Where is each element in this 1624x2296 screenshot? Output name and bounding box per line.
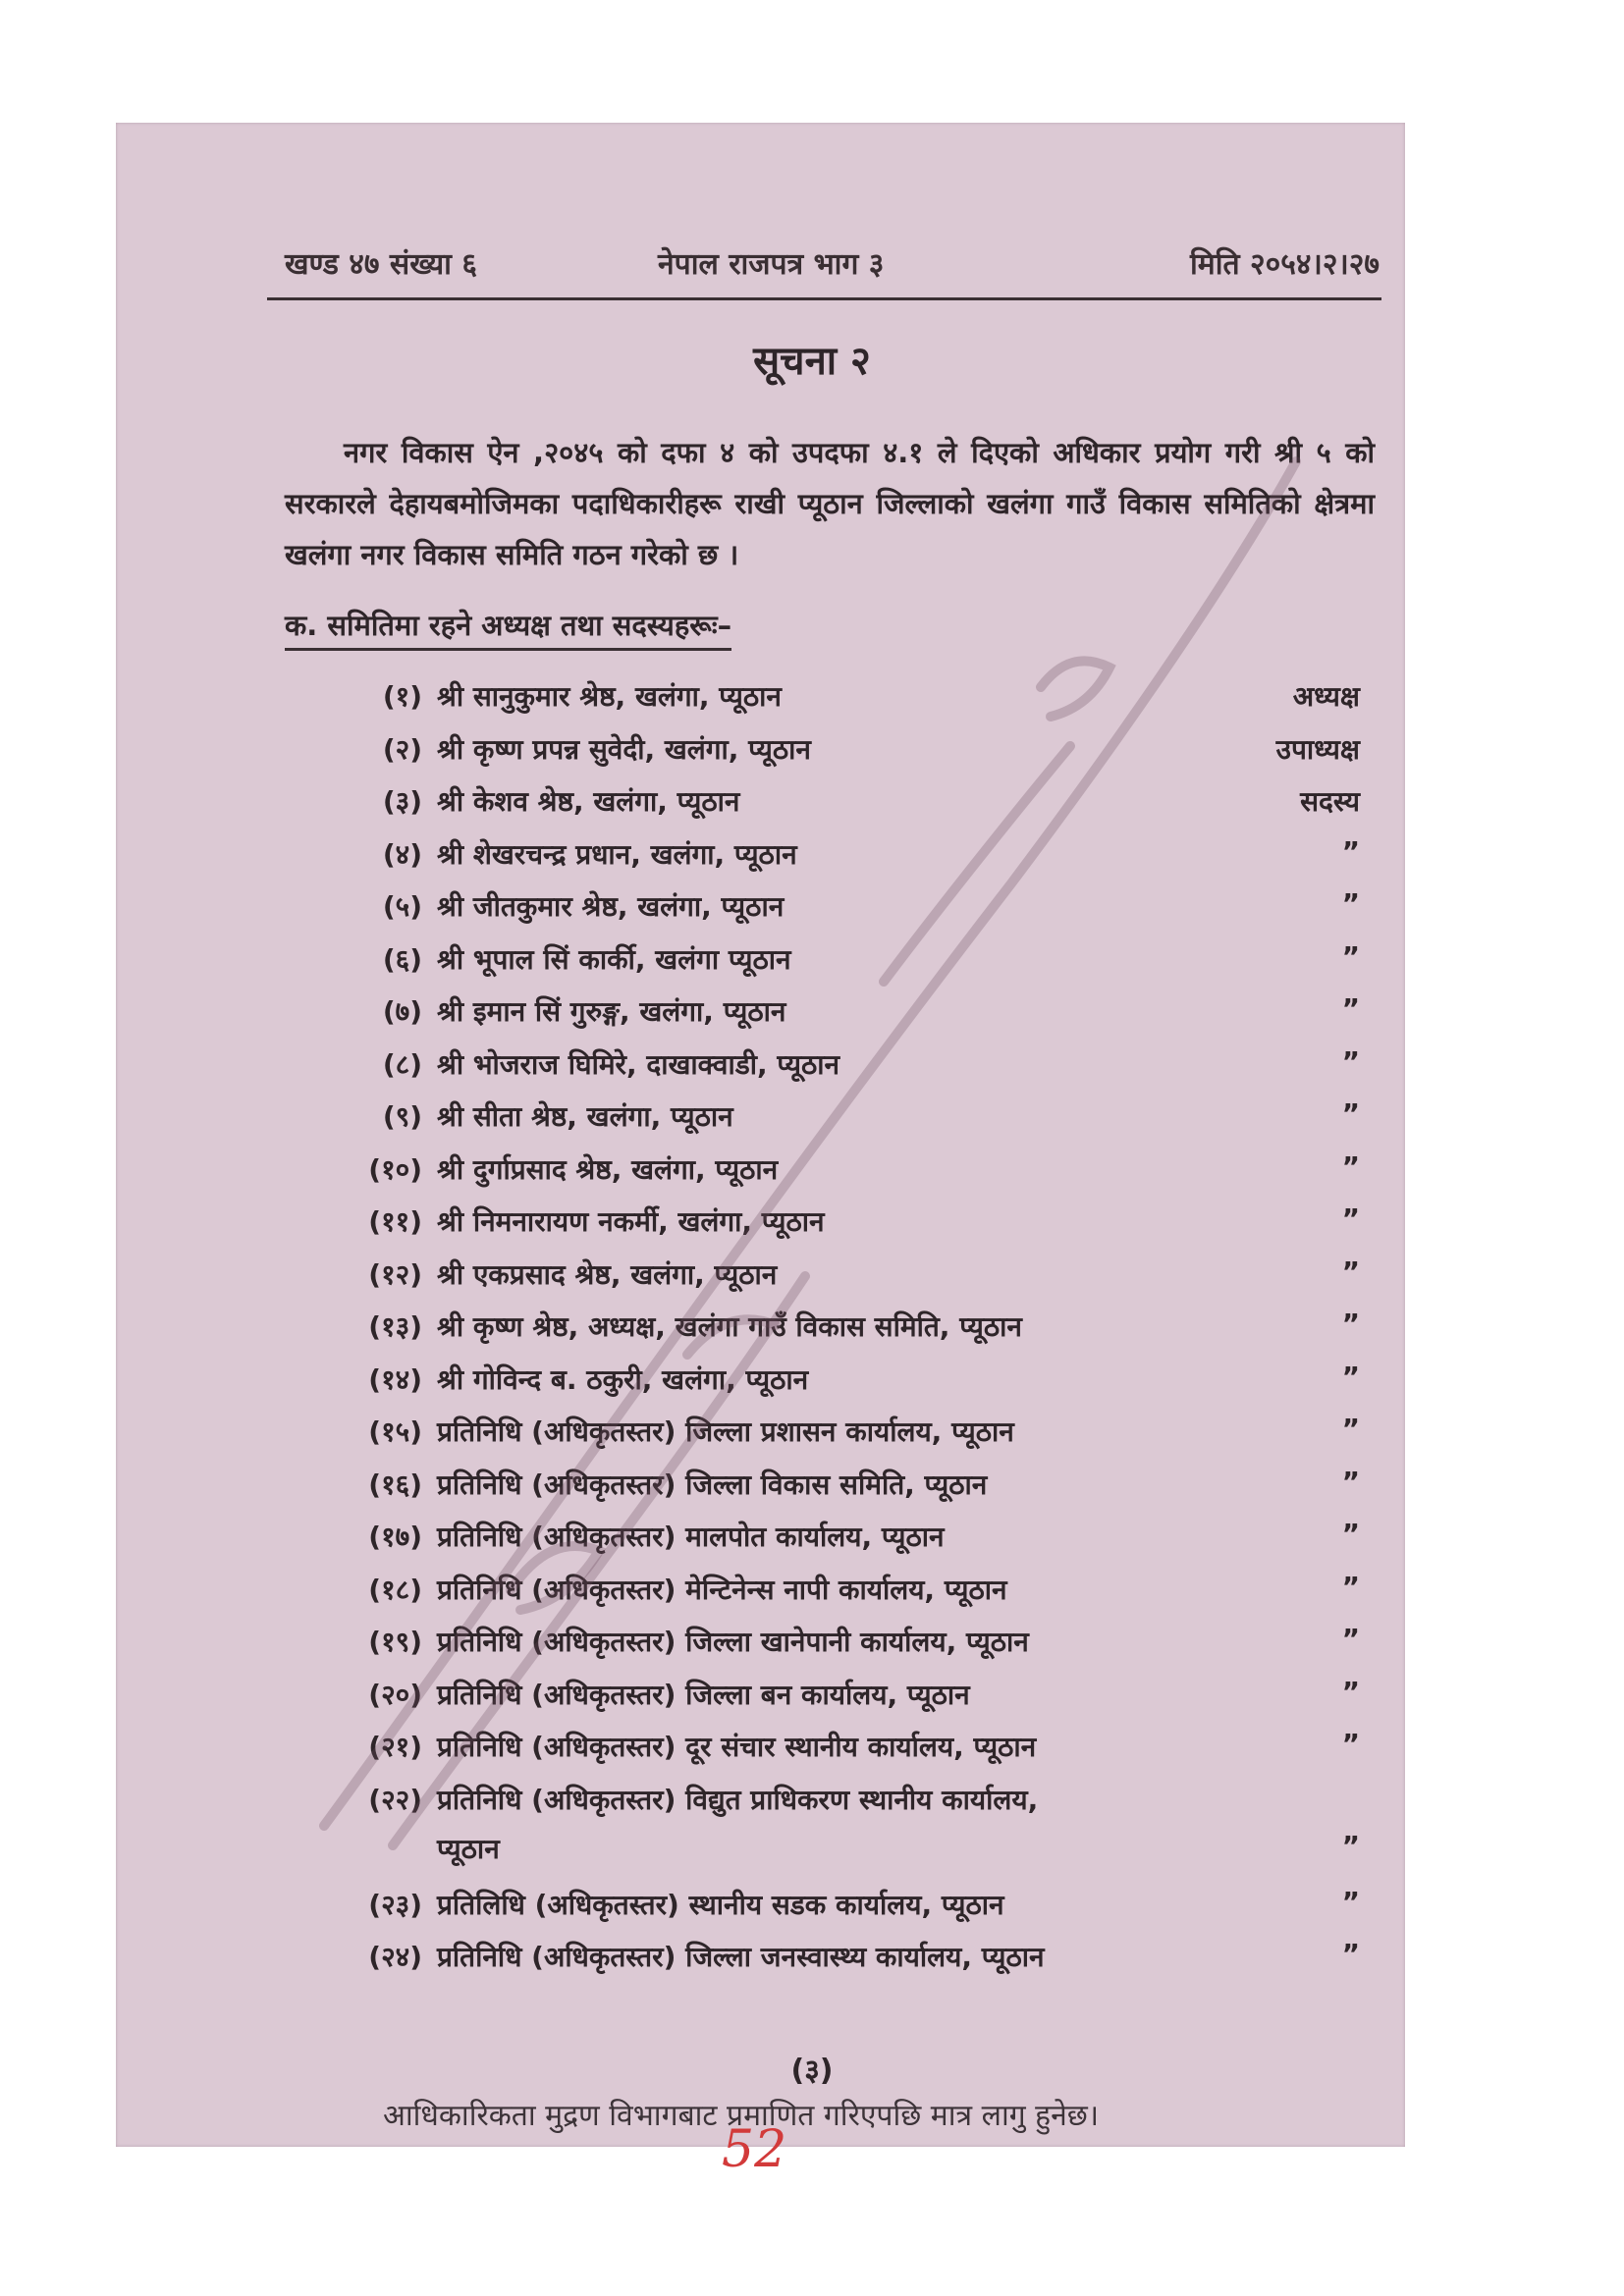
- member-role: ”: [1341, 1518, 1360, 1550]
- member-row: [324, 1571, 1360, 1620]
- member-number: (६): [382, 942, 422, 976]
- member-row: [324, 1781, 1360, 1865]
- member-number: (१५): [368, 1415, 422, 1448]
- member-name: प्रतिनिधि (अधिकृतस्तर) जिल्ला विकास समिति, प्यूठान: [437, 1468, 988, 1501]
- member-name: प्रतिनिधि (अधिकृतस्तर) जिल्ला जनस्वास्थ्य कार्यालय, प्यूठान: [437, 1941, 1045, 1973]
- page-header: [285, 242, 1380, 292]
- member-number: (२१): [368, 1731, 422, 1763]
- member-role: ”: [1341, 1623, 1360, 1655]
- member-number: (२): [382, 732, 422, 766]
- member-role: ”: [1341, 1829, 1360, 1862]
- member-name: श्री केशव श्रेष्ठ, खलंगा, प्यूठान: [437, 785, 740, 818]
- member-role: ”: [1341, 1570, 1360, 1603]
- member-row: [324, 1676, 1360, 1725]
- member-name: श्री दुर्गाप्रसाद श्रेष्ठ, खलंगा, प्यूठान: [437, 1152, 779, 1186]
- member-name: प्रतिनिधि (अधिकृतस्तर) जिल्ला प्रशासन कार्यालय, प्यूठान: [437, 1415, 1014, 1448]
- member-name: श्री सीता श्रेष्ठ, खलंगा, प्यूठान: [437, 1100, 733, 1133]
- member-number: (१६): [368, 1468, 422, 1501]
- member-name: श्री निमनारायण नकर्मी, खलंगा, प्यूठान: [437, 1205, 825, 1238]
- member-row: [324, 1886, 1360, 1935]
- member-name: प्रतिनिधि (अधिकृतस्तर) दूर संचार स्थानीय कार्यालय, प्यूठान: [437, 1731, 1037, 1763]
- member-row: [324, 1518, 1360, 1567]
- member-number: (१९): [368, 1626, 422, 1658]
- member-number: (९): [382, 1100, 422, 1133]
- header-divider: [267, 297, 1381, 300]
- member-name: प्रतिनिधि (अधिकृतस्तर) मेन्टिनेन्स नापी कार्यालय, प्यूठान: [437, 1573, 1007, 1606]
- member-number: (१४): [368, 1362, 422, 1396]
- member-row: [324, 730, 1360, 779]
- member-number: (३): [382, 785, 422, 818]
- member-role: ”: [1341, 1308, 1360, 1340]
- member-number: (१०): [368, 1152, 422, 1186]
- member-name: श्री जीतकुमार श्रेष्ठ, खलंगा, प्यूठान: [437, 890, 785, 923]
- member-row: [324, 1361, 1360, 1410]
- member-row: [324, 1623, 1360, 1672]
- member-role: ”: [1341, 1465, 1360, 1498]
- member-name: प्रतिनिधि (अधिकृतस्तर) मालपोत कार्यालय, प्यूठान: [437, 1521, 945, 1553]
- authentication-footer: आधिकारिकता मुद्रण विभागबाट प्रमाणित गरिएपछि मात्र लागु हुनेछ।: [383, 2099, 1100, 2133]
- member-role: ”: [1341, 939, 1360, 973]
- member-row: [324, 1255, 1360, 1305]
- member-role: अध्यक्ष: [1292, 680, 1360, 713]
- handwritten-page-number: 52: [722, 2120, 787, 2179]
- member-row: [324, 1466, 1360, 1515]
- member-name: श्री शेखरचन्द्र प्रधान, खलंगा, प्यूठान: [437, 837, 797, 871]
- member-name: प्रतिलिधि (अधिकृतस्तर) स्थानीय सडक कार्यालय, प्यूठान: [437, 1888, 1004, 1921]
- member-role: ”: [1341, 1202, 1360, 1235]
- member-row: [324, 887, 1360, 936]
- member-row: [324, 1150, 1360, 1200]
- member-name: श्री भोजराज घिमिरे, दाखाक्वाडी, प्यूठान: [437, 1047, 840, 1081]
- member-role: ”: [1341, 1675, 1360, 1708]
- member-row: [324, 1728, 1360, 1777]
- member-number: (१२): [368, 1257, 422, 1291]
- member-role: उपाध्यक्ष: [1275, 732, 1360, 766]
- member-name: प्रतिनिधि (अधिकृतस्तर) जिल्ला बन कार्यालय, प्यूठान: [437, 1678, 970, 1711]
- member-role: ”: [1341, 1938, 1360, 1970]
- member-name: श्री इमान सिं गुरुङ्ग, खलंगा, प्यूठान: [437, 995, 786, 1028]
- member-name: श्री सानुकुमार श्रेष्ठ, खलंगा, प्यूठान: [437, 680, 782, 713]
- member-number: (११): [368, 1205, 422, 1238]
- member-row: [324, 992, 1360, 1041]
- member-role: ”: [1341, 1360, 1360, 1393]
- member-role: ”: [1341, 992, 1360, 1025]
- member-name: प्रतिनिधि (अधिकृतस्तर) जिल्ला खानेपानी कार्यालय, प्यूठान: [437, 1626, 1029, 1658]
- member-number: (१३): [368, 1310, 422, 1343]
- member-role: सदस्य: [1300, 785, 1360, 818]
- member-role: ”: [1341, 834, 1360, 868]
- member-number: (१८): [368, 1573, 422, 1606]
- member-role: ”: [1341, 1728, 1360, 1760]
- member-row: [324, 835, 1360, 884]
- member-name: श्री कृष्ण प्रपन्न सुवेदी, खलंगा, प्यूठान: [437, 732, 811, 766]
- member-number: (२३): [368, 1888, 422, 1921]
- member-name: प्रतिनिधि (अधिकृतस्तर) विद्युत प्राधिकरण स्थानीय कार्यालय,: [437, 1783, 1039, 1816]
- member-name: श्री एकप्रसाद श्रेष्ठ, खलंगा, प्यूठान: [437, 1257, 778, 1291]
- member-number: (१): [382, 680, 422, 713]
- member-role: ”: [1341, 887, 1360, 920]
- member-name: श्री गोविन्द ब. ठकुरी, खलंगा, प्यूठान: [437, 1362, 809, 1396]
- section-heading: क. समितिमा रहने अध्यक्ष तथा सदस्यहरूः–: [285, 606, 731, 651]
- notice-intro: नगर विकास ऐन ,२०४५ को दफा ४ को उपदफा ४.१ ले दिएको अधिकार प्रयोग गरी श्री ५ को सरकारले देहायबमोजिमका पदाधिकारीहरू राखी प्यूठान जिल्लाको खलंगा गाउँ विकास समितिको क्षेत्रमा खलंगा नगर विकास समिति गठन गरेको छ ।: [285, 436, 1375, 571]
- page-number: (३): [790, 2054, 834, 2088]
- member-row: [324, 1045, 1360, 1095]
- member-number: (८): [382, 1047, 422, 1081]
- member-role: ”: [1341, 1885, 1360, 1918]
- member-row: [324, 940, 1360, 989]
- member-role: ”: [1341, 1097, 1360, 1130]
- gazette-title: नेपाल राजपत्र भाग ३: [658, 247, 885, 282]
- member-number: (४): [382, 837, 422, 871]
- member-number: (२०): [368, 1678, 422, 1711]
- member-number: (२२): [368, 1783, 422, 1816]
- member-row: [324, 1097, 1360, 1147]
- member-row: [324, 677, 1360, 726]
- member-number: (१७): [368, 1521, 422, 1553]
- volume-issue: खण्ड ४७ संख्या ६: [285, 247, 477, 282]
- member-role: ”: [1341, 1044, 1360, 1078]
- member-row: [324, 1308, 1360, 1357]
- member-row: [324, 1413, 1360, 1462]
- member-role: ”: [1341, 1413, 1360, 1445]
- member-row: [324, 1202, 1360, 1252]
- member-name: श्री भूपाल सिं कार्की, खलंगा प्यूठान: [437, 942, 791, 976]
- member-row: [324, 1938, 1360, 1987]
- member-row: [324, 782, 1360, 831]
- member-number: (७): [382, 995, 422, 1028]
- member-role: ”: [1341, 1149, 1360, 1183]
- member-number: (२४): [368, 1941, 422, 1973]
- member-number: (५): [382, 890, 422, 923]
- member-name-continued: प्यूठान: [437, 1832, 500, 1865]
- publication-date: मिति २०५४।२।२७: [1190, 247, 1380, 282]
- member-role: ”: [1341, 1255, 1360, 1288]
- notice-title: सूचना २: [753, 339, 871, 384]
- member-name: श्री कृष्ण श्रेष्ठ, अध्यक्ष, खलंगा गाउँ विकास समिति, प्यूठान: [437, 1310, 1022, 1343]
